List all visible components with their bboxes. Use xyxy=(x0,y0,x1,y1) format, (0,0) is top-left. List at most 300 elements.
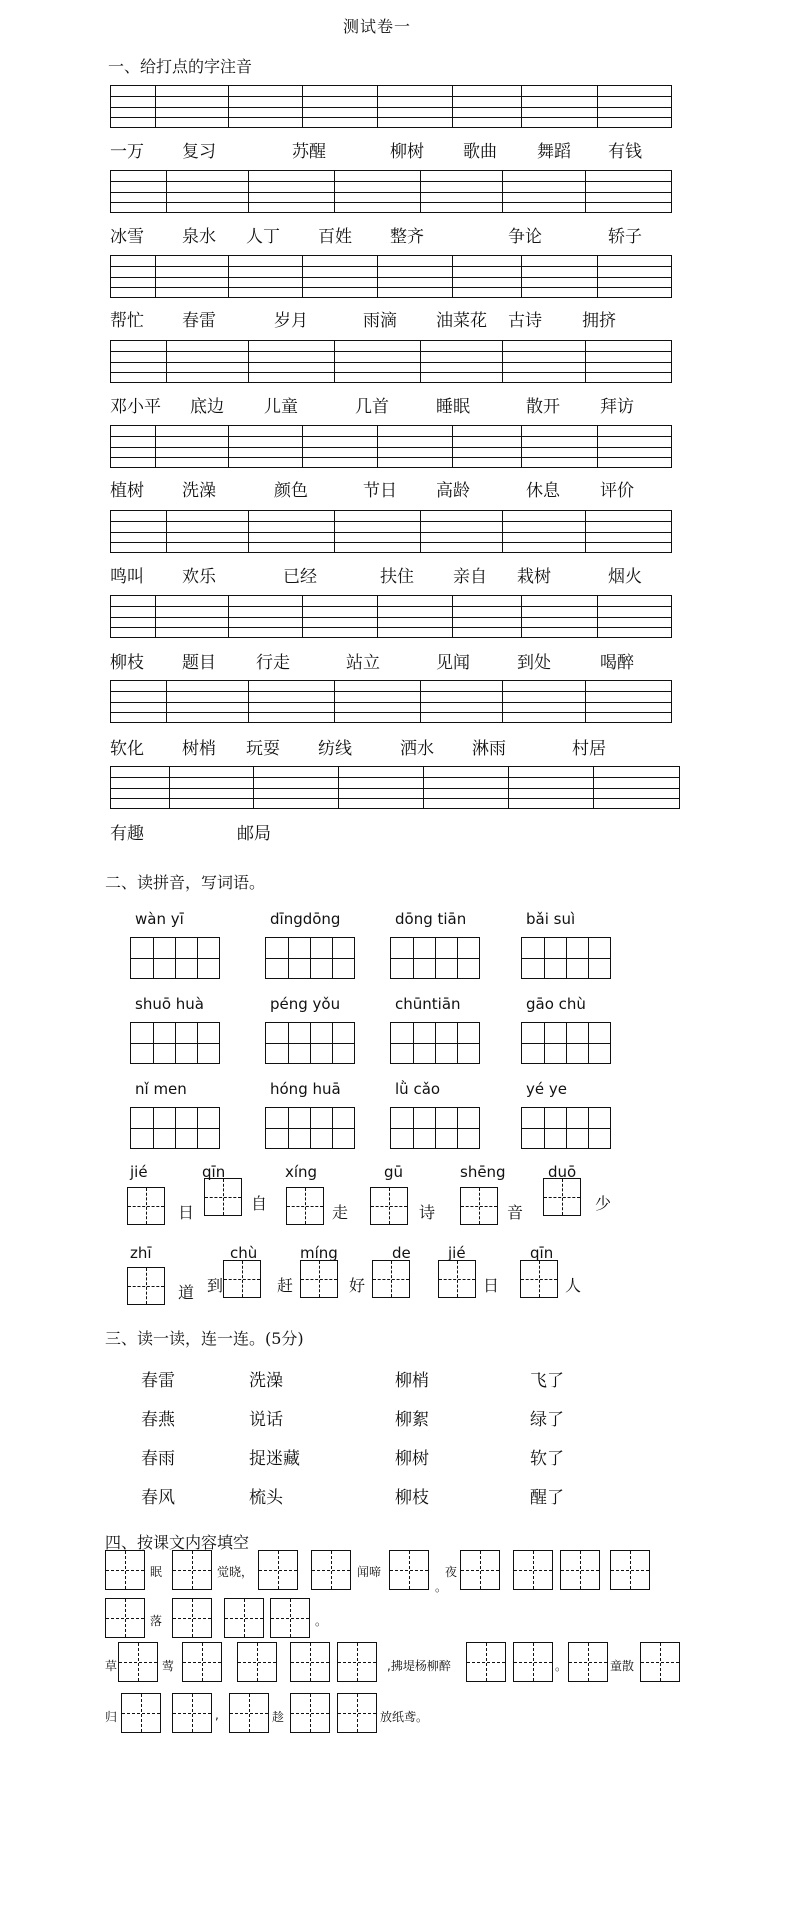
guide-line xyxy=(230,1713,268,1714)
tianzige-box[interactable] xyxy=(204,1178,242,1216)
word: 人丁 xyxy=(246,227,280,247)
tianzige-box[interactable] xyxy=(121,1693,161,1733)
tianzige-box[interactable] xyxy=(372,1260,410,1298)
given-char: 诗 xyxy=(419,1203,436,1222)
match-word: 柳树 xyxy=(395,1449,429,1469)
match-word: 飞了 xyxy=(530,1371,564,1391)
ruling-divider xyxy=(334,680,335,722)
guide-line xyxy=(128,1286,164,1287)
ruling-divider xyxy=(597,85,598,127)
tianzige-box[interactable] xyxy=(438,1260,476,1298)
word: 整齐 xyxy=(390,227,424,247)
word: 雨滴 xyxy=(363,311,397,331)
ruling-divider xyxy=(597,255,598,297)
page-title: 测试卷一 xyxy=(343,17,412,36)
word: 几首 xyxy=(355,397,389,417)
word: 拜访 xyxy=(600,397,634,417)
tianzige-box[interactable] xyxy=(172,1693,212,1733)
ruling-divider xyxy=(671,85,672,127)
grid-line xyxy=(391,1128,479,1129)
write-grid[interactable] xyxy=(265,937,355,979)
pinyin-label: chù xyxy=(230,1244,258,1262)
pinyin-label: chūntiān xyxy=(395,995,461,1013)
match-word: 梳头 xyxy=(249,1488,283,1508)
tianzige-box[interactable] xyxy=(105,1550,145,1590)
word: 鸣叫 xyxy=(110,567,144,587)
ruling-divider xyxy=(502,170,503,212)
given-char: 人 xyxy=(565,1276,582,1295)
ruling-divider xyxy=(228,255,229,297)
ruling-line xyxy=(110,212,672,213)
ruling-line xyxy=(110,680,672,681)
ruling-divider xyxy=(155,85,156,127)
word: 柳树 xyxy=(390,142,424,162)
tianzige-box[interactable] xyxy=(229,1693,269,1733)
word: 纺线 xyxy=(318,739,352,759)
word: 玩耍 xyxy=(246,739,280,759)
ruling-line xyxy=(110,382,672,383)
ruling-line xyxy=(110,340,672,341)
word: 高龄 xyxy=(436,481,470,501)
guide-line xyxy=(467,1662,505,1663)
word: 站立 xyxy=(346,653,380,673)
ruling-divider xyxy=(593,766,594,808)
pinyin-label: qīn xyxy=(530,1244,554,1262)
ruling-divider xyxy=(155,425,156,467)
ruling-line xyxy=(110,181,672,182)
word: 到处 xyxy=(517,653,551,673)
guide-line xyxy=(611,1570,649,1571)
ruling-divider xyxy=(110,766,111,808)
guide-line xyxy=(259,1570,297,1571)
ruling-divider xyxy=(155,595,156,637)
ruling-line xyxy=(110,287,672,288)
poem-text: 归 xyxy=(105,1710,118,1724)
section2-heading: 二、读拼音，写词语。 xyxy=(105,873,266,892)
ruling-line xyxy=(110,85,672,86)
ruling-divider xyxy=(521,595,522,637)
word: 散开 xyxy=(526,397,560,417)
word: 柳枝 xyxy=(110,653,144,673)
ruling-line xyxy=(110,467,672,468)
grid-line xyxy=(391,958,479,959)
grid-line xyxy=(266,1128,354,1129)
match-word: 说话 xyxy=(249,1410,283,1430)
guide-line xyxy=(301,1279,337,1280)
word: 有钱 xyxy=(608,142,642,162)
ruling-line xyxy=(110,351,672,352)
tianzige-box[interactable] xyxy=(513,1550,553,1590)
ruling-divider xyxy=(166,340,167,382)
tianzige-box[interactable] xyxy=(337,1693,377,1733)
match-word: 春雷 xyxy=(141,1371,175,1391)
ruling-line xyxy=(110,447,672,448)
match-word: 绿了 xyxy=(530,1410,564,1430)
tianzige-box[interactable] xyxy=(118,1642,158,1682)
guide-line xyxy=(544,1197,580,1198)
ruling-divider xyxy=(334,340,335,382)
tianzige-box[interactable] xyxy=(466,1642,506,1682)
word: 淋雨 xyxy=(472,739,506,759)
tianzige-box[interactable] xyxy=(300,1260,338,1298)
ruling-divider xyxy=(377,255,378,297)
given-char: 日 xyxy=(483,1276,500,1295)
guide-line xyxy=(338,1662,376,1663)
word: 泉水 xyxy=(182,227,216,247)
ruling-divider xyxy=(679,766,680,808)
grid-line xyxy=(266,1043,354,1044)
ruling-divider xyxy=(508,766,509,808)
ruling-line xyxy=(110,192,672,193)
ruling-divider xyxy=(334,170,335,212)
ruling-divider xyxy=(452,595,453,637)
ruling-divider xyxy=(377,85,378,127)
word: 冰雪 xyxy=(110,227,144,247)
tianzige-box[interactable] xyxy=(337,1642,377,1682)
tianzige-box[interactable] xyxy=(370,1187,408,1225)
guide-line xyxy=(183,1662,221,1663)
tianzige-box[interactable] xyxy=(560,1550,600,1590)
pinyin-label: zhī xyxy=(130,1244,152,1262)
given-char: 少 xyxy=(595,1194,612,1213)
poem-text: 落 xyxy=(150,1614,163,1628)
ruling-divider xyxy=(166,680,167,722)
pinyin-label: dīngdōng xyxy=(270,910,341,928)
tianzige-box[interactable] xyxy=(258,1550,298,1590)
pinyin-label: hóng huā xyxy=(270,1080,341,1098)
word: 颜色 xyxy=(274,481,308,501)
pinyin-label: yé ye xyxy=(526,1080,567,1098)
ruling-divider xyxy=(248,170,249,212)
ruling-divider xyxy=(302,255,303,297)
ruling-divider xyxy=(110,85,111,127)
word: 烟火 xyxy=(608,567,642,587)
poem-text: 放纸鸢。 xyxy=(380,1710,429,1724)
word: 已经 xyxy=(283,567,317,587)
ruling-line xyxy=(110,766,680,767)
guide-line xyxy=(521,1279,557,1280)
ruling-divider xyxy=(302,85,303,127)
poem-text: 莺 xyxy=(162,1659,175,1673)
word: 行走 xyxy=(256,653,290,673)
pinyin-label: shēng xyxy=(460,1163,506,1181)
word: 邮局 xyxy=(237,824,271,844)
word: 歌曲 xyxy=(463,142,497,162)
pinyin-label: gū xyxy=(384,1163,404,1181)
ruling-divider xyxy=(420,510,421,552)
ruling-divider xyxy=(521,85,522,127)
grid-line xyxy=(522,958,610,959)
pinyin-label: wàn yī xyxy=(135,910,184,928)
ruling-divider xyxy=(110,595,111,637)
word: 软化 xyxy=(110,739,144,759)
guide-line xyxy=(271,1618,309,1619)
grid-line xyxy=(131,1128,219,1129)
guide-line xyxy=(373,1279,409,1280)
ruling-divider xyxy=(334,510,335,552)
ruling-divider xyxy=(671,170,672,212)
ruling-divider xyxy=(597,425,598,467)
word: 油菜花 xyxy=(436,311,487,331)
word: 村居 xyxy=(572,739,606,759)
ruling-line xyxy=(110,457,672,458)
grid-line xyxy=(131,1043,219,1044)
ruling-divider xyxy=(597,595,598,637)
ruling-line xyxy=(110,202,672,203)
guide-line xyxy=(439,1279,475,1280)
pinyin-label: xíng xyxy=(285,1163,318,1181)
ruling-line xyxy=(110,606,672,607)
guide-line xyxy=(641,1662,679,1663)
tianzige-box[interactable] xyxy=(460,1187,498,1225)
ruling-divider xyxy=(521,425,522,467)
word: 题目 xyxy=(182,653,216,673)
word: 评价 xyxy=(600,481,634,501)
match-word: 捉迷藏 xyxy=(249,1449,300,1469)
word: 栽树 xyxy=(517,567,551,587)
word: 邓小平 xyxy=(110,397,161,417)
grid-line xyxy=(522,1043,610,1044)
guide-line xyxy=(238,1662,276,1663)
pinyin-label: de xyxy=(392,1244,411,1262)
pinyin-ruling xyxy=(110,255,672,297)
ruling-divider xyxy=(585,510,586,552)
ruling-divider xyxy=(502,340,503,382)
tianzige-box[interactable] xyxy=(105,1598,145,1638)
guide-line xyxy=(569,1662,607,1663)
word: 苏醒 xyxy=(292,142,326,162)
pinyin-label: jié xyxy=(130,1163,148,1181)
ruling-line xyxy=(110,788,680,789)
ruling-divider xyxy=(671,425,672,467)
ruling-divider xyxy=(248,340,249,382)
ruling-divider xyxy=(521,255,522,297)
pinyin-label: nǐ men xyxy=(135,1080,187,1098)
section3-heading: 三、读一读，连一连。(5分) xyxy=(105,1329,304,1348)
given-char: 好 xyxy=(349,1276,366,1295)
word: 树梢 xyxy=(182,739,216,759)
ruling-line xyxy=(110,266,672,267)
write-grid[interactable] xyxy=(130,937,220,979)
pinyin-label: duō xyxy=(548,1163,577,1181)
word: 亲自 xyxy=(453,567,487,587)
ruling-divider xyxy=(671,255,672,297)
pinyin-label: qīn xyxy=(202,1163,226,1181)
ruling-line xyxy=(110,542,672,543)
poem-text: 趁 xyxy=(272,1710,285,1724)
word: 节日 xyxy=(363,481,397,501)
pinyin-label: bǎi suì xyxy=(526,910,576,928)
ruling-divider xyxy=(502,680,503,722)
ruling-divider xyxy=(585,680,586,722)
guide-line xyxy=(119,1662,157,1663)
guide-line xyxy=(561,1570,599,1571)
ruling-line xyxy=(110,425,672,426)
grid-line xyxy=(131,958,219,959)
write-grid[interactable] xyxy=(521,1107,611,1149)
tianzige-box[interactable] xyxy=(127,1187,165,1225)
guide-line xyxy=(128,1206,164,1207)
ruling-divider xyxy=(248,680,249,722)
tianzige-box[interactable] xyxy=(224,1598,264,1638)
write-grid[interactable] xyxy=(390,1022,480,1064)
ruling-divider xyxy=(420,680,421,722)
tianzige-box[interactable] xyxy=(389,1550,429,1590)
word: 春雷 xyxy=(182,311,216,331)
word: 古诗 xyxy=(508,311,542,331)
poem-text: 闻啼 xyxy=(357,1565,382,1579)
pinyin-ruling xyxy=(110,425,672,467)
write-grid[interactable] xyxy=(265,1022,355,1064)
ruling-divider xyxy=(110,170,111,212)
tianzige-box[interactable] xyxy=(237,1642,277,1682)
word: 欢乐 xyxy=(182,567,216,587)
poem-text: , xyxy=(215,1708,219,1722)
guide-line xyxy=(461,1570,499,1571)
given-char: 音 xyxy=(507,1203,524,1222)
pinyin-label: gāo chù xyxy=(526,995,586,1013)
word: 植树 xyxy=(110,481,144,501)
tianzige-box[interactable] xyxy=(290,1642,330,1682)
match-word: 春燕 xyxy=(141,1410,175,1430)
guide-line xyxy=(173,1713,211,1714)
tianzige-box[interactable] xyxy=(513,1642,553,1682)
write-grid[interactable] xyxy=(521,937,611,979)
ruling-divider xyxy=(671,510,672,552)
ruling-line xyxy=(110,170,672,171)
ruling-line xyxy=(110,510,672,511)
section4-heading: 四、按课文内容填空 xyxy=(105,1533,250,1552)
tianzige-box[interactable] xyxy=(290,1693,330,1733)
ruling-line xyxy=(110,595,672,596)
tianzige-box[interactable] xyxy=(640,1642,680,1682)
match-word: 柳枝 xyxy=(395,1488,429,1508)
ruling-line xyxy=(110,617,672,618)
pinyin-label: péng yǒu xyxy=(270,995,341,1013)
guide-line xyxy=(173,1570,211,1571)
word: 争论 xyxy=(508,227,542,247)
poem-text: ,拂堤杨柳醉 xyxy=(387,1659,451,1673)
poem-text: 夜 xyxy=(445,1565,458,1579)
word: 儿童 xyxy=(264,397,298,417)
ruling-line xyxy=(110,362,672,363)
ruling-line xyxy=(110,107,672,108)
pinyin-ruling xyxy=(110,170,672,212)
given-char: 自 xyxy=(251,1194,268,1213)
word: 帮忙 xyxy=(110,311,144,331)
guide-line xyxy=(122,1713,160,1714)
ruling-line xyxy=(110,627,672,628)
ruling-divider xyxy=(585,170,586,212)
ruling-divider xyxy=(585,340,586,382)
ruling-line xyxy=(110,722,672,723)
match-word: 洗澡 xyxy=(249,1371,283,1391)
given-char: 到 xyxy=(207,1276,224,1295)
ruling-divider xyxy=(671,595,672,637)
ruling-line xyxy=(110,127,672,128)
ruling-divider xyxy=(253,766,254,808)
guide-line xyxy=(338,1713,376,1714)
ruling-line xyxy=(110,702,672,703)
guide-line xyxy=(106,1570,144,1571)
write-grid[interactable] xyxy=(130,1107,220,1149)
pinyin-ruling xyxy=(110,340,672,382)
write-grid[interactable] xyxy=(390,1107,480,1149)
word: 舞蹈 xyxy=(537,142,571,162)
tianzige-box[interactable] xyxy=(127,1267,165,1305)
tianzige-box[interactable] xyxy=(610,1550,650,1590)
write-grid[interactable] xyxy=(265,1107,355,1149)
ruling-divider xyxy=(228,595,229,637)
tianzige-box[interactable] xyxy=(172,1550,212,1590)
pinyin-label: jié xyxy=(448,1244,466,1262)
write-grid[interactable] xyxy=(390,937,480,979)
guide-line xyxy=(390,1570,428,1571)
tianzige-box[interactable] xyxy=(543,1178,581,1216)
ruling-line xyxy=(110,798,680,799)
word: 喝醉 xyxy=(600,653,634,673)
ruling-divider xyxy=(452,425,453,467)
ruling-line xyxy=(110,277,672,278)
word: 百姓 xyxy=(318,227,352,247)
poem-text: 草 xyxy=(105,1659,118,1673)
guide-line xyxy=(461,1206,497,1207)
word: 轿子 xyxy=(608,227,642,247)
tianzige-box[interactable] xyxy=(172,1598,212,1638)
tianzige-box[interactable] xyxy=(270,1598,310,1638)
match-word: 柳梢 xyxy=(395,1371,429,1391)
ruling-line xyxy=(110,777,680,778)
tianzige-box[interactable] xyxy=(223,1260,261,1298)
ruling-divider xyxy=(671,340,672,382)
ruling-divider xyxy=(110,680,111,722)
poem-text: 觉晓， xyxy=(217,1565,254,1579)
tianzige-box[interactable] xyxy=(460,1550,500,1590)
word: 复习 xyxy=(182,142,216,162)
write-grid[interactable] xyxy=(130,1022,220,1064)
write-grid[interactable] xyxy=(521,1022,611,1064)
poem-text: 。 xyxy=(435,1580,448,1594)
tianzige-box[interactable] xyxy=(182,1642,222,1682)
guide-line xyxy=(106,1618,144,1619)
pinyin-ruling xyxy=(110,766,680,808)
ruling-divider xyxy=(228,85,229,127)
ruling-divider xyxy=(452,255,453,297)
ruling-divider xyxy=(377,425,378,467)
word: 岁月 xyxy=(274,311,308,331)
ruling-line xyxy=(110,532,672,533)
ruling-divider xyxy=(110,425,111,467)
ruling-divider xyxy=(248,510,249,552)
tianzige-box[interactable] xyxy=(311,1550,351,1590)
tianzige-box[interactable] xyxy=(568,1642,608,1682)
guide-line xyxy=(173,1618,211,1619)
ruling-divider xyxy=(228,425,229,467)
tianzige-box[interactable] xyxy=(286,1187,324,1225)
ruling-divider xyxy=(302,595,303,637)
ruling-divider xyxy=(169,766,170,808)
word: 扶住 xyxy=(380,567,414,587)
match-word: 春雨 xyxy=(141,1449,175,1469)
tianzige-box[interactable] xyxy=(520,1260,558,1298)
ruling-divider xyxy=(110,340,111,382)
guide-line xyxy=(205,1197,241,1198)
pinyin-ruling xyxy=(110,85,672,127)
guide-line xyxy=(225,1618,263,1619)
ruling-divider xyxy=(420,170,421,212)
word: 洒水 xyxy=(400,739,434,759)
ruling-divider xyxy=(452,85,453,127)
